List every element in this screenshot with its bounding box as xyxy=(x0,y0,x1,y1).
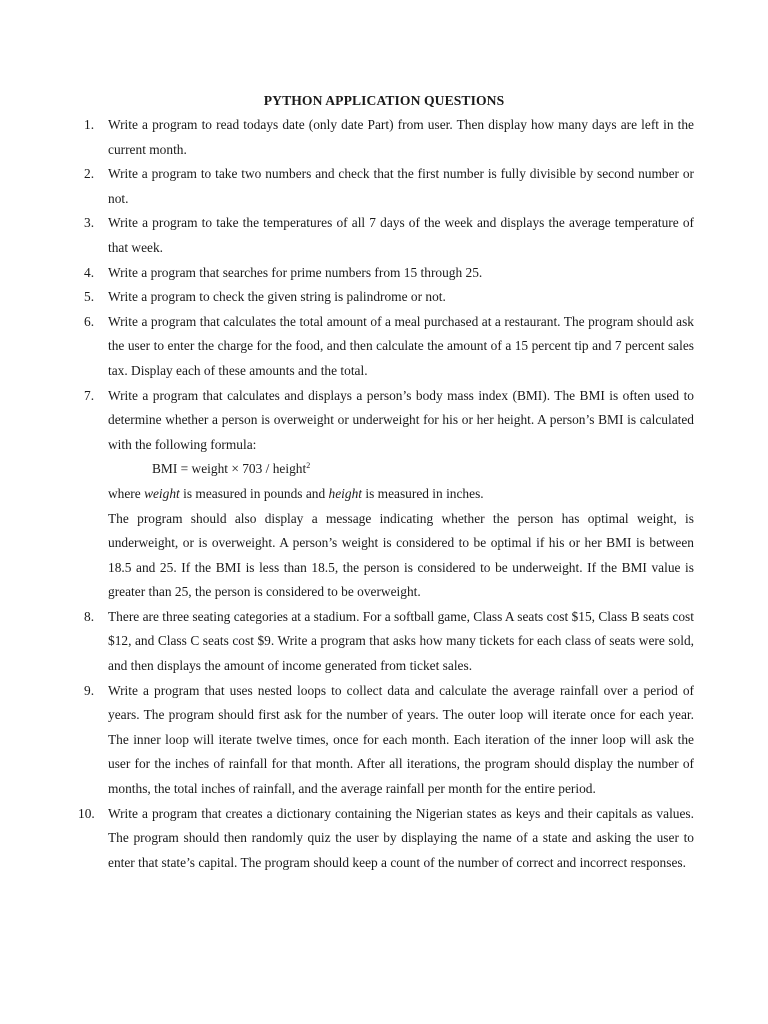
item-number: 6. xyxy=(84,313,95,329)
item-text: Write a program that searches for prime numbers from 15 through 25. xyxy=(108,264,483,280)
item-text: Write a program to take the temperatures of all 7 days of the week and displays the average temperature of that week. xyxy=(108,215,694,255)
item-number: 8. xyxy=(84,608,95,624)
item-number: 1. xyxy=(84,117,95,132)
height-term: height xyxy=(328,485,363,501)
list-item xyxy=(75,310,694,384)
list-item xyxy=(75,261,694,286)
item-number: 9. xyxy=(84,682,95,698)
list-item xyxy=(75,802,694,876)
item-text: Write a program to check the given string is palindrome or not. xyxy=(108,289,446,305)
list-item xyxy=(75,285,694,310)
list-item xyxy=(75,113,694,162)
units-note-text: where xyxy=(108,485,145,501)
item-number: 2. xyxy=(84,166,95,182)
bmi-formula-text: BMI = weight × 703 / height xyxy=(152,461,307,477)
item-number: 5. xyxy=(84,289,95,305)
list-item xyxy=(75,162,694,211)
item-text: Write a program to take two numbers and check that the first number is fully divisible by second number or not. xyxy=(108,166,694,206)
item-text: Write a program to read todays date (only date Part) from user. Then display how many days are left in the current month. xyxy=(108,117,694,157)
formula-units-note xyxy=(108,482,694,507)
question-list xyxy=(75,113,694,875)
bmi-formula xyxy=(108,457,694,482)
item-number: 7. xyxy=(84,387,95,403)
item-number: 3. xyxy=(84,215,95,231)
units-note-text: is measured in inches. xyxy=(362,485,484,501)
item-text: Write a program that calculates the total amount of a meal purchased at a restaurant. The program should ask the user to enter the charge for the food, and then calculate the amount of a 15 percent tip and 7 percent sales tax. Display each of these amounts and the total. xyxy=(108,313,694,378)
list-item xyxy=(75,679,694,802)
item-text: Write a program that calculates and displays a person’s body mass index (BMI). The BMI is often used to determine whether a person is overweight or underweight for his or her height. A person’s BMI is calculated with the following formula: xyxy=(108,387,694,452)
list-item xyxy=(75,211,694,260)
item-number: 10. xyxy=(78,805,95,821)
list-item-bmi xyxy=(75,384,694,605)
units-note-text: is measured in pounds and xyxy=(179,485,329,501)
weight-term: weight xyxy=(144,485,180,501)
item-text: There are three seating categories at a stadium. For a softball game, Class A seats cost $15, Class B seats cost $12, and Class C seats cost $9. Write a program that asks how many tickets for each class of seats were sold, and then displays the amount of income generated from ticket sales. xyxy=(108,608,694,674)
item-number: 4. xyxy=(84,264,95,280)
item-text: Write a program that uses nested loops to collect data and calculate the average rainfall over a period of years. The program should first ask for the number of years. The outer loop will iterate once for each year. The inner loop will iterate twelve times, once for each month. Each iteration of the inner loop will ask the user for the inches of rainfall for that month. After all iterations, the program should display the number of months, the total inches of rainfall, and the average rainfall per month for the entire period. xyxy=(108,682,694,797)
item-text: Write a program that creates a dictionary containing the Nigerian states as keys and their capitals as values. The program should then randomly quiz the user by displaying the name of a state and asking the user to enter that state’s capital. The program should keep a count of the number of correct and incorrect responses. xyxy=(108,805,694,870)
formula-exponent: 2 xyxy=(306,461,311,471)
item-continuation: The program should also display a message indicating whether the person has optimal weight, is underweight, or is overweight. A person’s weight is considered to be optimal if his or her BMI is between 18.5 and 25. If the BMI is less than 18.5, the person is considered to be underweight. If the BMI value is greater than 25, the person is considered to be overweight. xyxy=(108,510,694,600)
list-item xyxy=(75,605,694,679)
document-title: PYTHON APPLICATION QUESTIONS xyxy=(263,93,505,108)
